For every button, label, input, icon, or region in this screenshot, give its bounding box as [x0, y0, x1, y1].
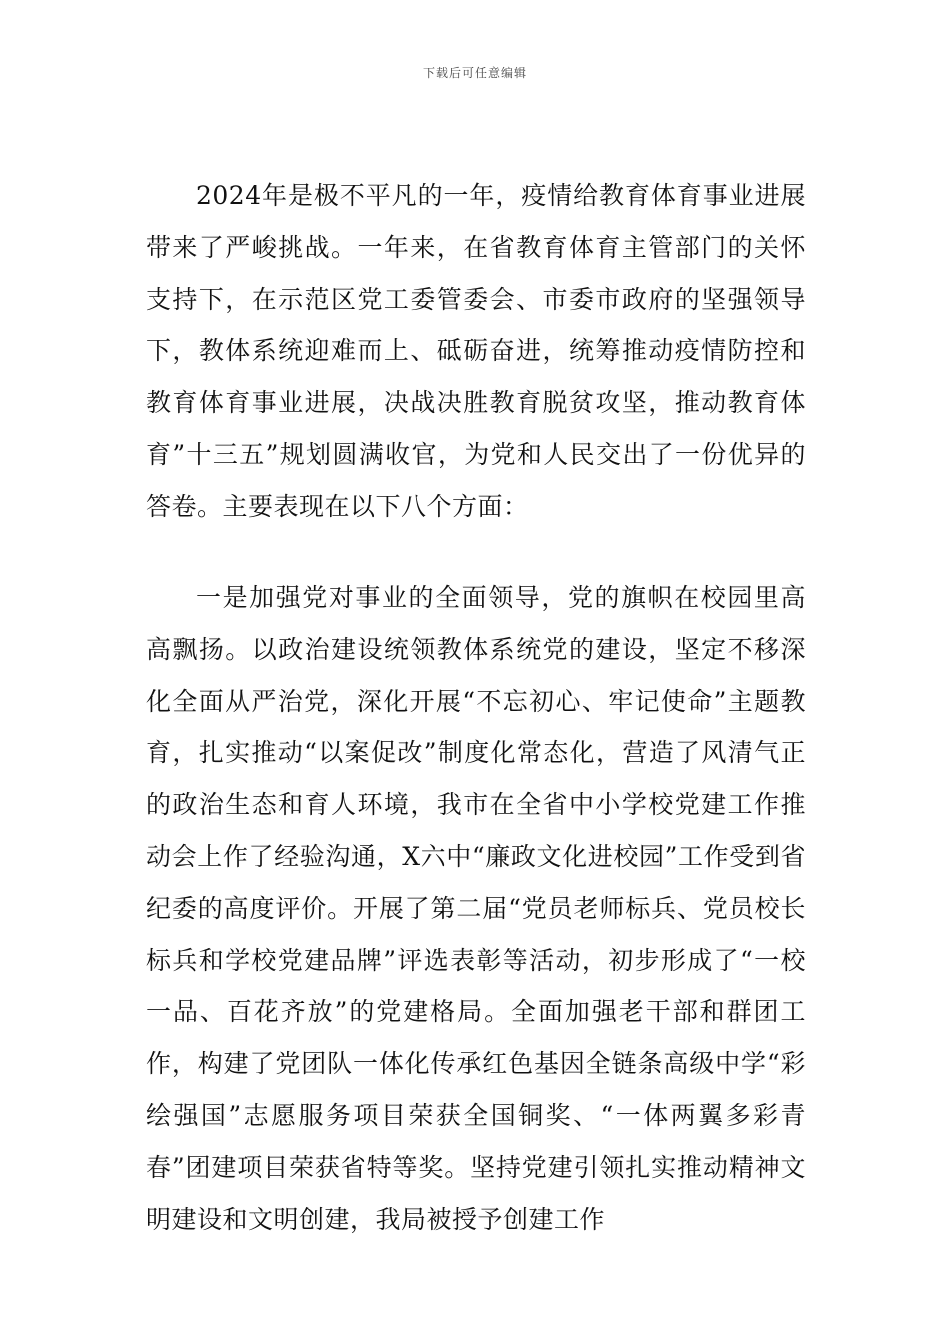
- page-header: 下载后可任意编辑: [422, 66, 527, 80]
- body-paragraph-1: 2024年是极不平凡的一年，疫情给教育体育事业进展带来了严峻挑战。一年来，在省教育体育主管部门的关怀支持下，在示范区党工委管委会、市委市政府的坚强领导下，教体系统迎难而上、砥砺奋进，统筹推动疫情防控和教育体育事业进展，决战决胜教育脱贫攻坚，推动教育体育”十三五”规划圆满收官，为党和人民交出了一份优异的答卷。主要表现在以下八个方面：: [146, 181, 806, 521]
- body-paragraph-2: 一是加强党对事业的全面领导，党的旗帜在校园里高高飘扬。以政治建设统领教体系统党的建设，坚定不移深化全面从严治党，深化开展“不忘初心、牢记使命”主题教育，扎实推动“以案促改”制度化常态化，营造了风清气正的政治生态和育人环境，我市在全省中小学校党建工作推动会上作了经验沟通，X六中“廉政文化进校园”工作受到省纪委的高度评价。开展了第二届“党员老师标兵、党员校长标兵和学校党建品牌”评选表彰等活动，初步形成了“一校一品、百花齐放”的党建格局。全面加强老干部和群团工作，构建了党团队一体化传承红色基因全链条高级中学“彩绘强国”志愿服务项目荣获全国铜奖、“一体两翼多彩青春”团建项目荣获省特等奖。坚持党建引领扎实推动精神文明建设和文明创建，我局被授予创建工作: [146, 583, 806, 1234]
